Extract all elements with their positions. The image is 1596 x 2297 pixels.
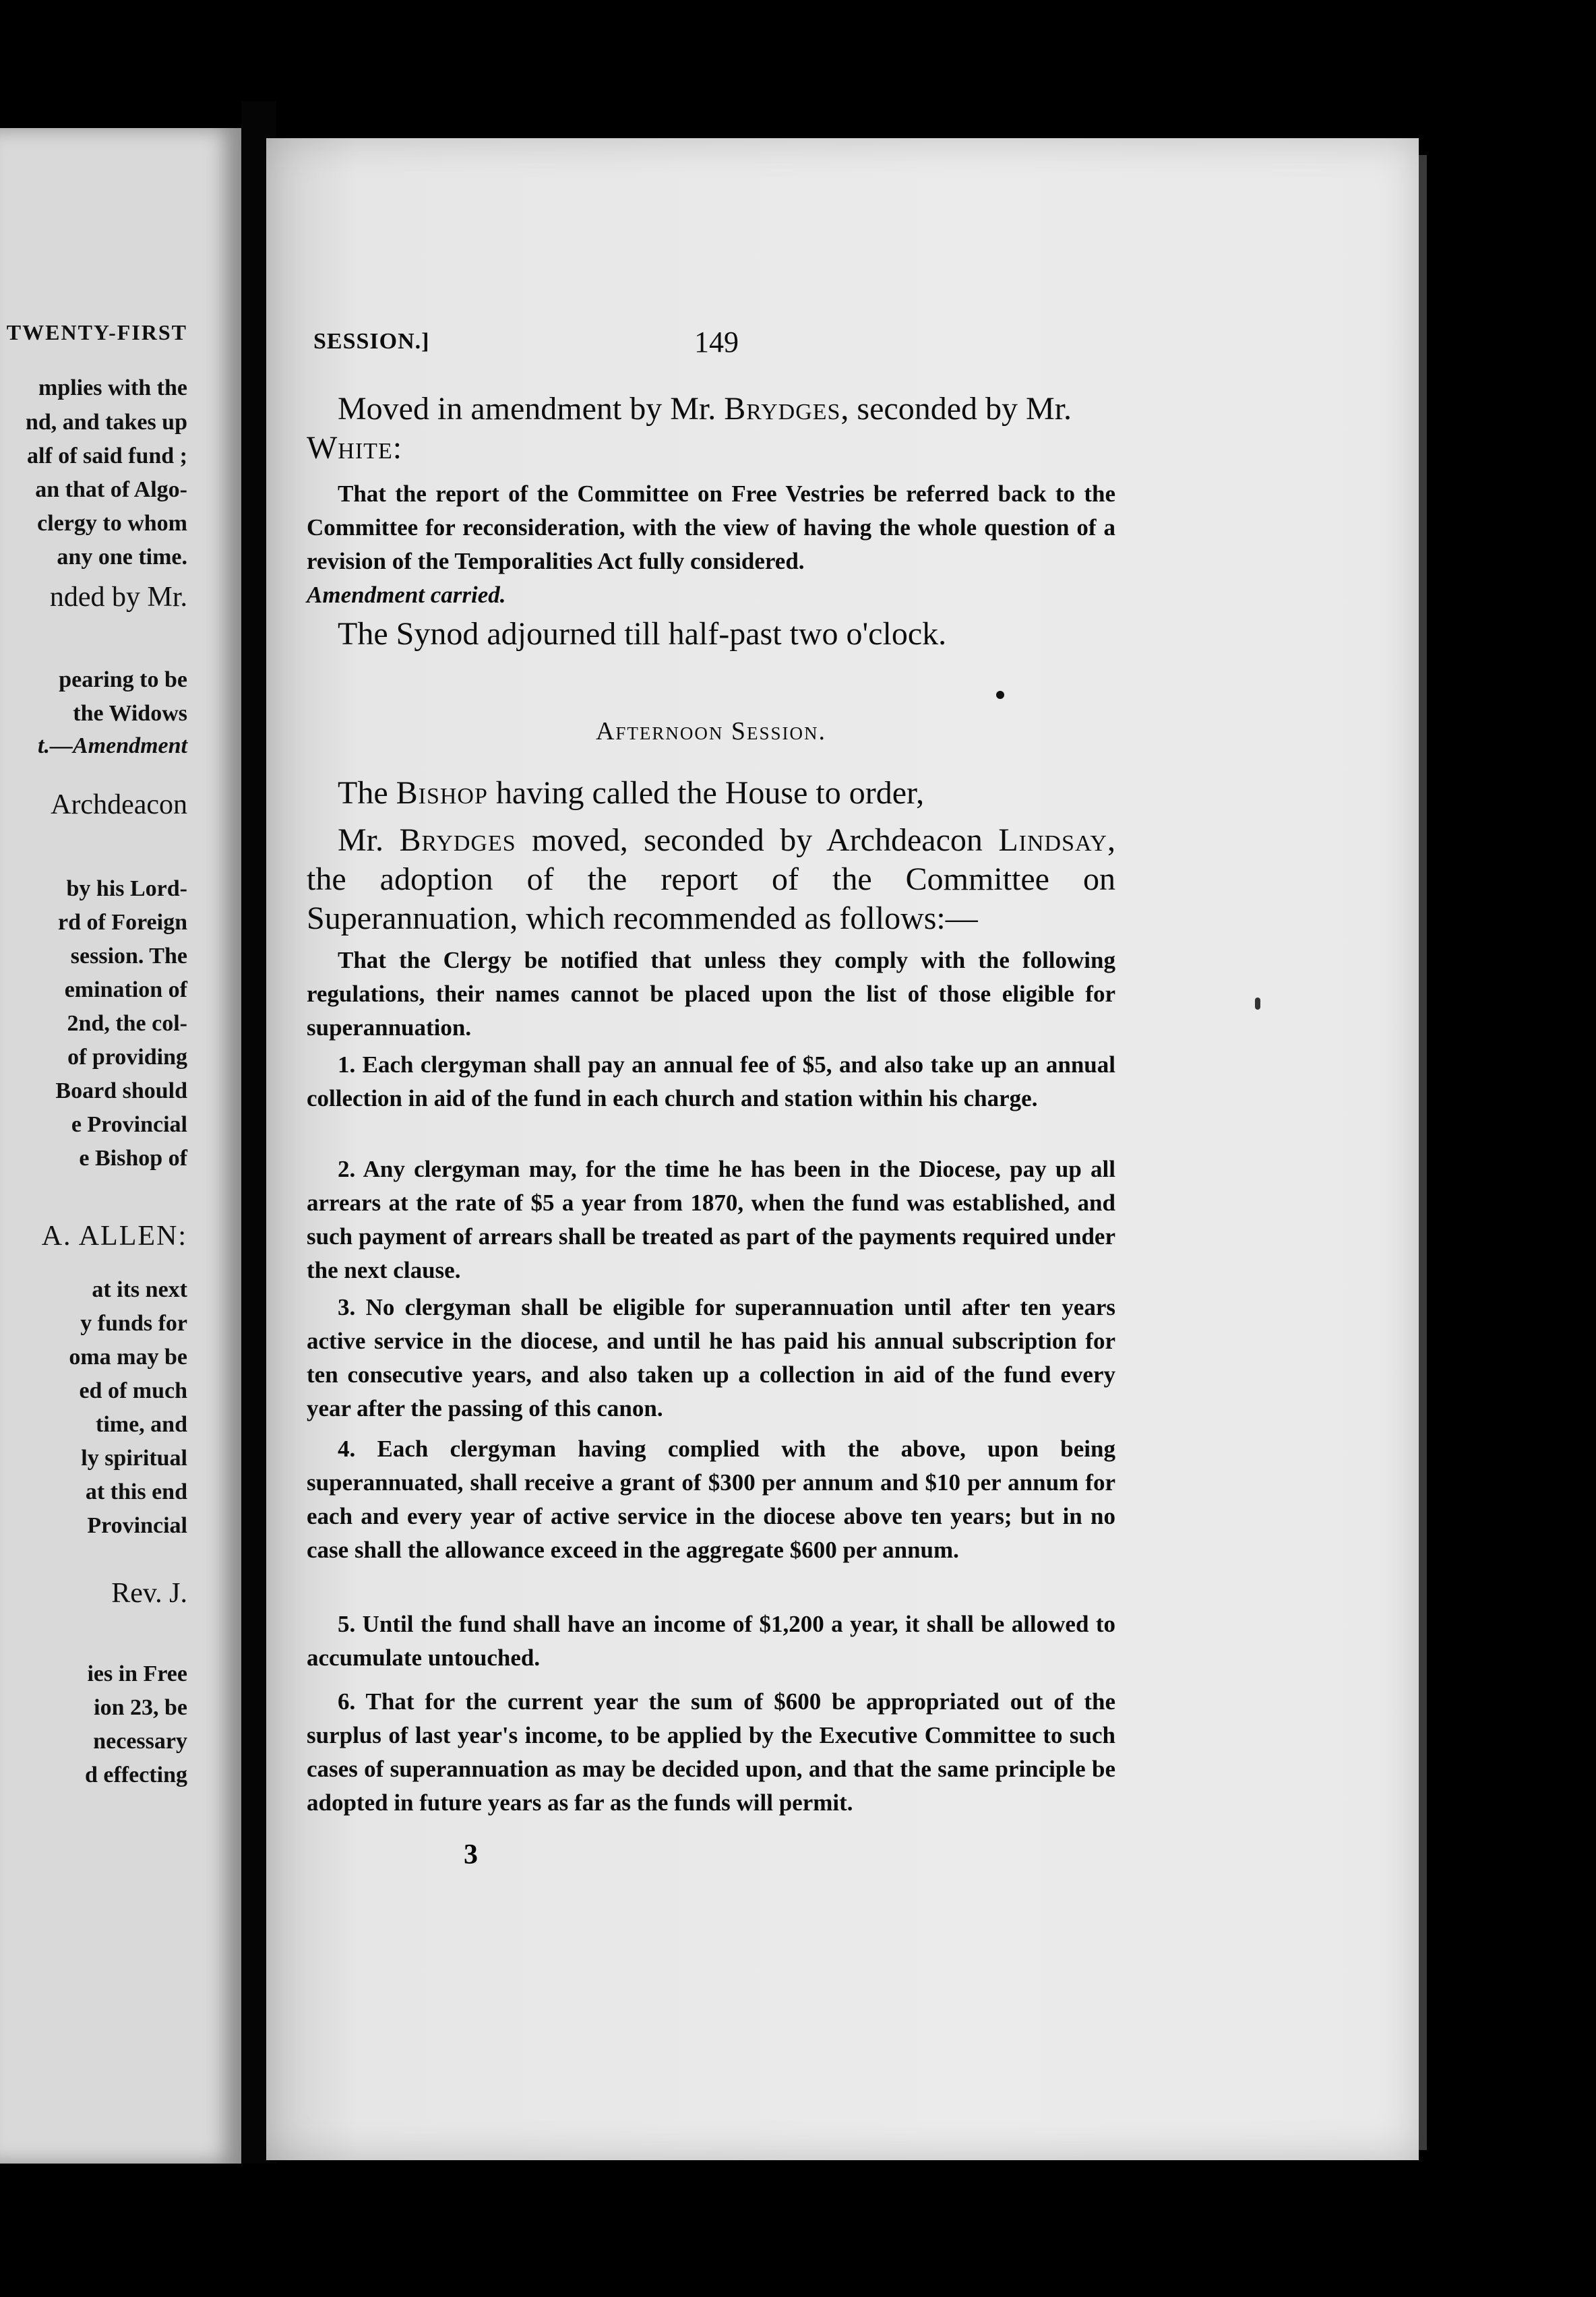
rule-2: 2. Any clergyman may, for the time he has been in the Diocese, pay up all arrears at the rate of $5 a year from 1870, when the fund was established, and such payment of arrears shall be treated as part of the payments required under the next clause. — [307, 1156, 1115, 1283]
ink-spot — [1255, 998, 1260, 1010]
left-line: ed of much — [79, 1378, 187, 1403]
seconder-name: White — [307, 430, 393, 466]
running-head: SESSION.] — [313, 329, 430, 354]
motion-text: , seconded by Mr. — [840, 391, 1072, 427]
left-line: at its next — [92, 1277, 187, 1302]
left-line: d effecting — [84, 1763, 187, 1787]
amendment-motion — [307, 390, 1115, 468]
left-line: nd, and takes up — [25, 410, 187, 435]
left-line: time, and — [96, 1412, 187, 1437]
left-line: mplies with the — [38, 375, 187, 400]
left-line: Archdeacon — [51, 789, 187, 820]
left-line: alf of said fund ; — [26, 443, 187, 468]
motion-text: , the adoption of the report of the Committee on Superannuation, which recommended as follows:— — [307, 822, 1115, 936]
left-line: necessary — [93, 1729, 187, 1754]
bishop-text: having called the House to order, — [487, 775, 925, 811]
rule-5: 5. Until the fund shall have an income of $1,200 a year, it shall be allowed to accumulate untouched. — [307, 1611, 1115, 1671]
left-line: e Provincial — [71, 1112, 187, 1137]
left-line: t.—Amendment — [38, 733, 187, 758]
bishop-text: The — [338, 775, 396, 811]
left-line: nded by Mr. — [49, 582, 187, 613]
motion-text: moved, seconded by Archdeacon — [516, 822, 999, 858]
left-line: A. ALLEN: — [41, 1221, 187, 1252]
page-number: 149 — [694, 326, 739, 359]
section-heading: Afternoon Session. — [595, 717, 827, 745]
clergy-notice: That the Clergy be notified that unless they comply with the following regulations, their names cannot be placed upon the list of those eligible for superannuation. — [307, 947, 1115, 1041]
amendment-body: That the report of the Committee on Free Vestries be referred back to the Committee for reconsideration, with the view of having the whole question of a revision of the Temporalities Act fully considered. — [307, 481, 1115, 574]
superannuation-motion — [307, 821, 1115, 938]
left-line: session. The — [70, 944, 187, 969]
left-line: y funds for — [80, 1311, 187, 1336]
adjournment: The Synod adjourned till half-past two o'clock. — [338, 616, 947, 652]
left-line: any one time. — [57, 545, 187, 570]
signature-mark: 3 — [464, 1839, 478, 1870]
left-line: e Bishop of — [79, 1146, 187, 1171]
left-line: emination of — [64, 977, 187, 1002]
left-line: ies in Free — [87, 1661, 187, 1686]
seconder-name: Lindsay — [998, 822, 1107, 858]
motion-text: Mr. — [338, 822, 400, 858]
amendment-text — [307, 477, 1115, 612]
left-line: Provincial — [87, 1513, 187, 1538]
motion-text: Moved in amendment by Mr. — [338, 391, 725, 427]
motion-text: : — [392, 430, 402, 466]
left-running-head: TWENTY-FIRST — [6, 320, 187, 344]
left-line: rd of Foreign — [57, 910, 187, 935]
left-line: clergy to whom — [37, 511, 187, 536]
left-line: the Widows — [73, 701, 187, 726]
left-line: ion 23, be — [94, 1695, 187, 1720]
left-page-fragment — [0, 128, 241, 2164]
amendment-result: Amendment carried. — [307, 582, 506, 608]
rule-3: 3. No clergyman shall be eligible for superannuation until after ten years active service in the diocese, and until he has paid his annual subscription for ten consecutive years, and also taken up a collection in aid of the fund every year after the passing of this canon. — [307, 1294, 1115, 1421]
left-line: oma may be — [69, 1345, 187, 1370]
left-line: of providing — [67, 1045, 187, 1070]
left-line: Rev. J. — [111, 1578, 187, 1609]
bishop-order — [307, 774, 1115, 813]
rule-4: 4. Each clergyman having complied with the above, upon being superannuated, shall receive a grant of $300 per annum and $10 per annum for each and every year of active service in the diocese above ten years; but in no case shall the allowance exceed in the aggregate $600 per annum. — [307, 1436, 1115, 1563]
left-line: 2nd, the col- — [67, 1011, 187, 1036]
left-line: Board should — [55, 1078, 187, 1103]
left-line: pearing to be — [59, 667, 187, 692]
rule-6: 6. That for the current year the sum of $600 be appropriated out of the surplus of last year's income, to be applied by the Executive Committee to such cases of superannuation as may be decided upon, and that the same principle be adopted in future years as far as the funds will permit. — [307, 1688, 1115, 1816]
ink-spot — [996, 691, 1004, 699]
mover-name: Brydges — [724, 391, 841, 427]
mover-name: Brydges — [399, 822, 516, 858]
rule-1: 1. Each clergyman shall pay an annual fee of $5, and also take up an annual collection in aid of the fund in each church and station within his charge. — [307, 1051, 1115, 1111]
left-line: at this end — [85, 1479, 187, 1504]
left-line: ly spiritual — [81, 1446, 187, 1471]
left-line: by his Lord- — [66, 876, 187, 901]
left-line: an that of Algo- — [35, 477, 187, 502]
page-edge — [1419, 155, 1427, 2150]
bishop-name: Bishop — [396, 775, 488, 811]
